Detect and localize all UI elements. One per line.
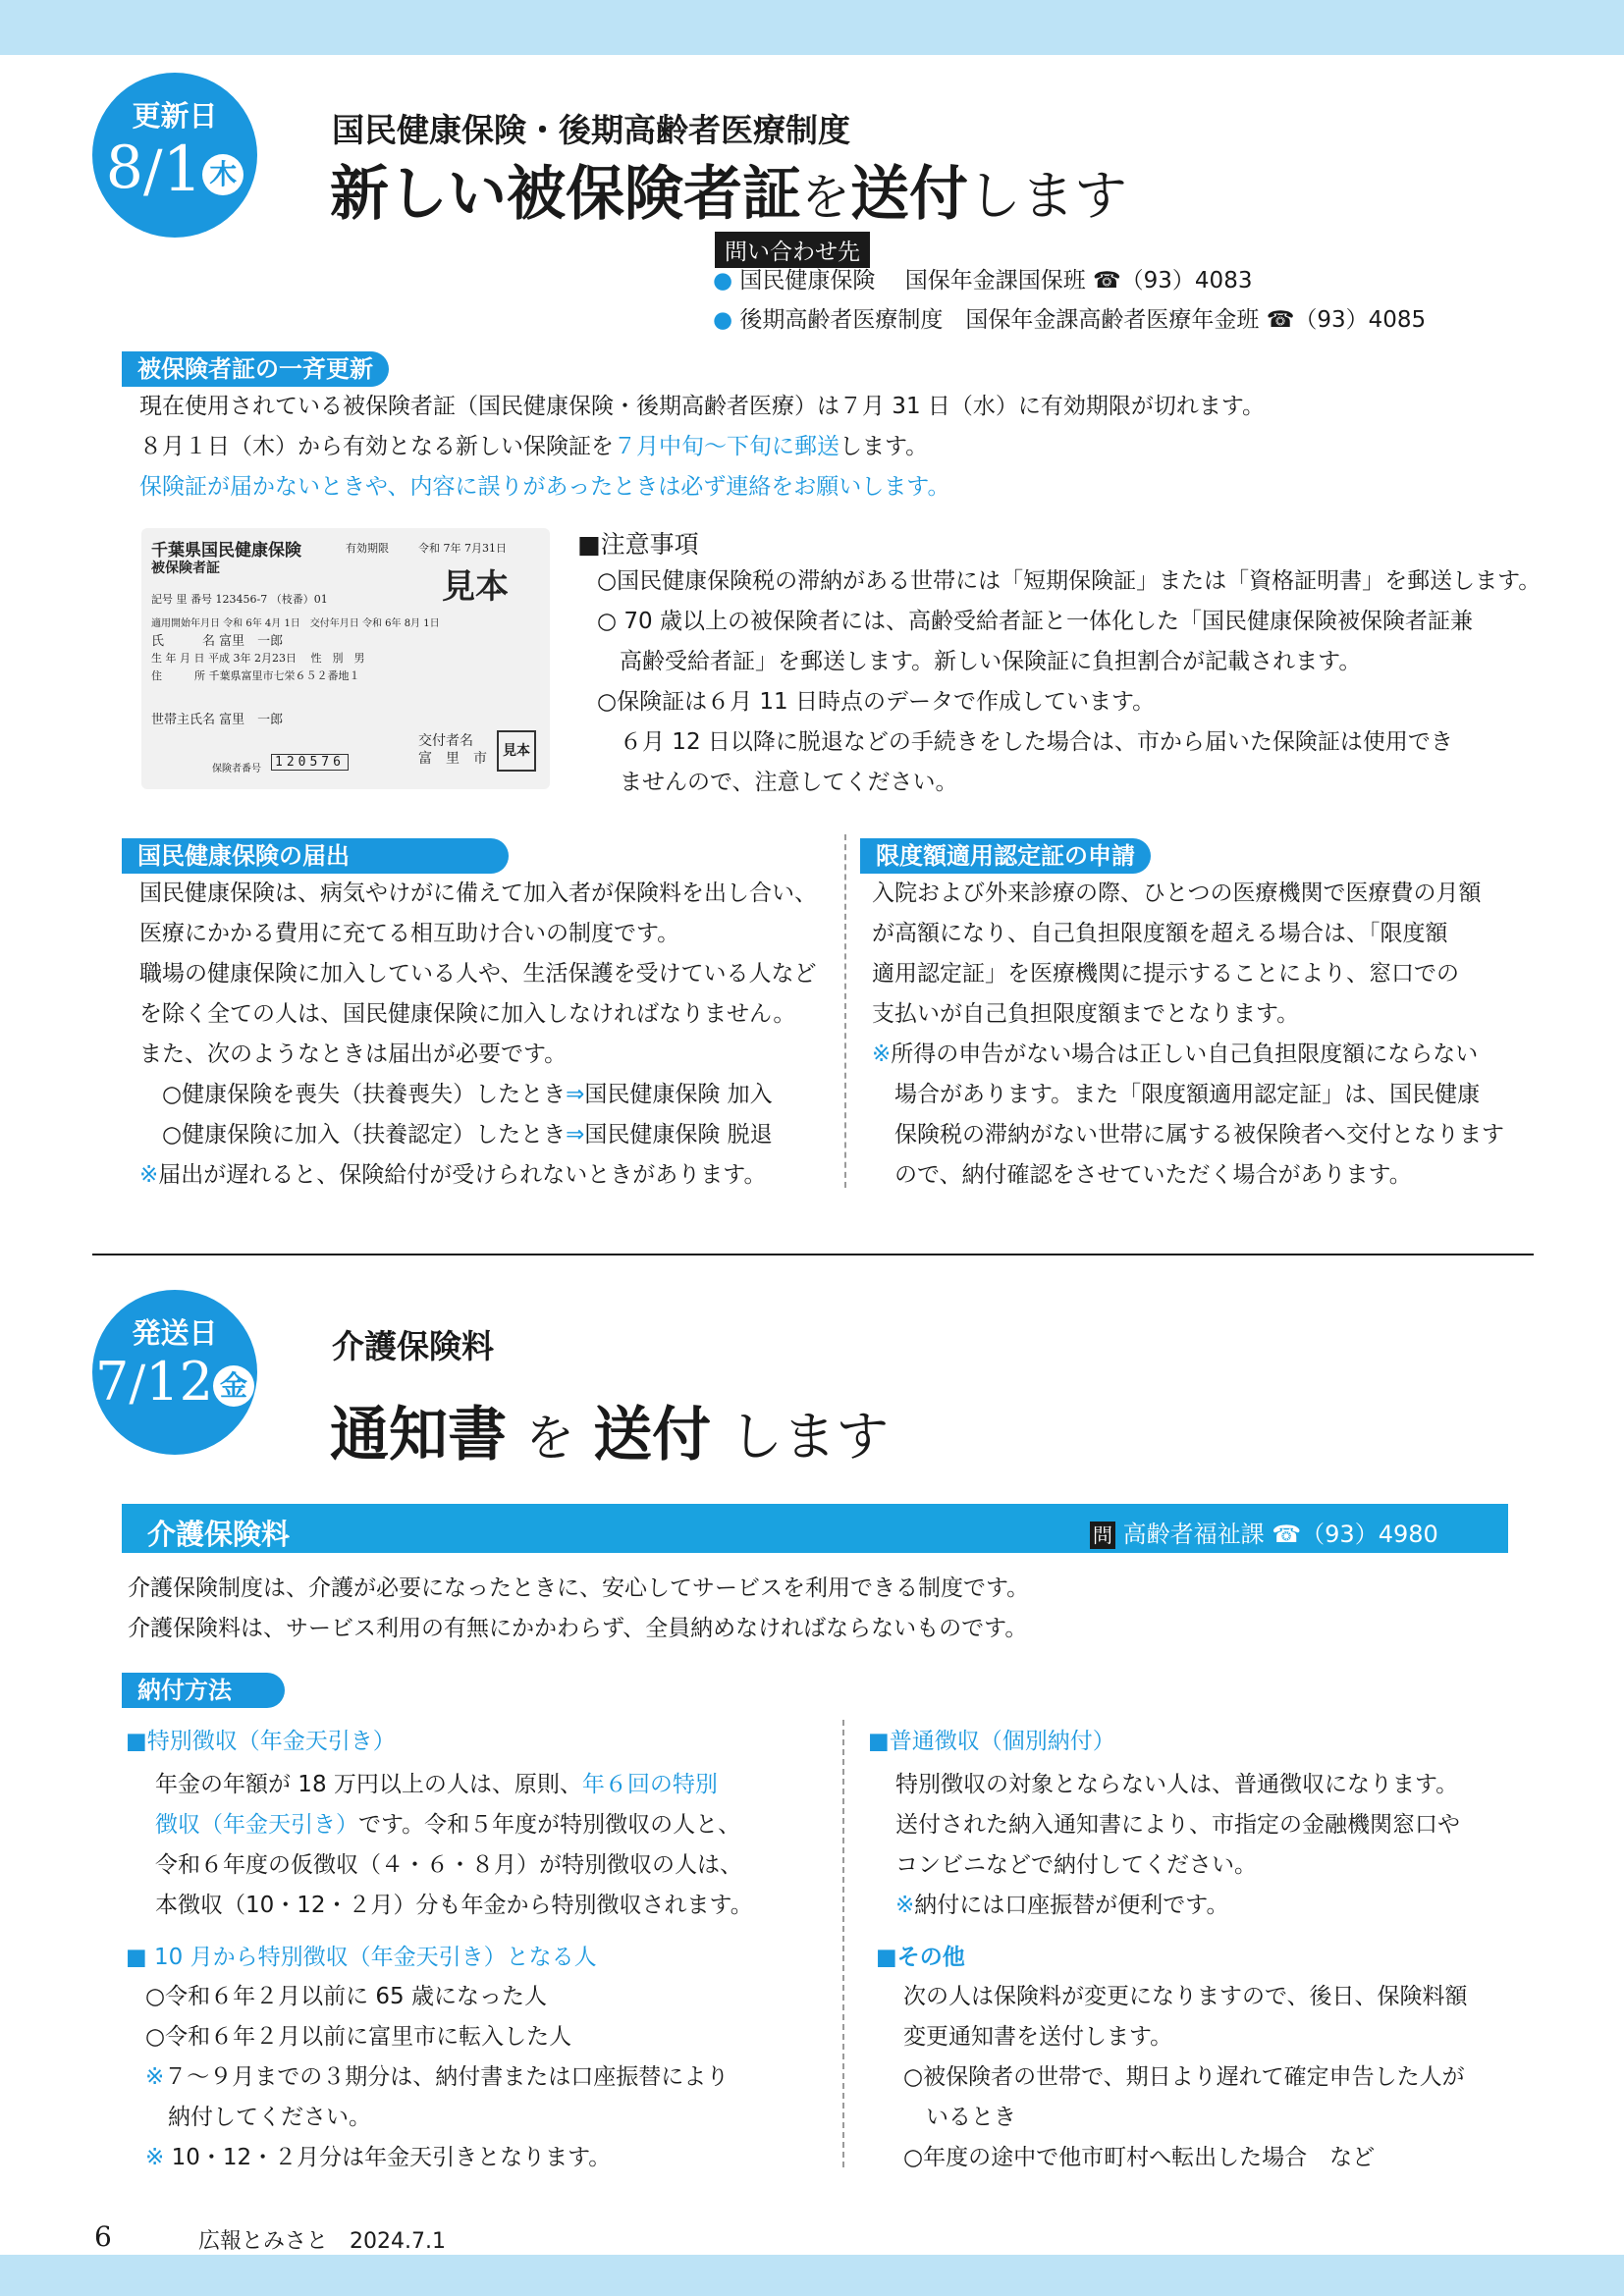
headline-bold-1: 新しい被保険者証 (330, 160, 801, 229)
special-collection-body (155, 1765, 753, 1926)
headline-mid: を (525, 1410, 575, 1467)
highlight: 年６回の特別 (581, 1772, 718, 1797)
note-mark: ※ (895, 1893, 915, 1918)
note-line: ○保険証は６月 11 日時点のデータで作成しています。 (597, 689, 1156, 715)
headline-bold-1: 通知書 (330, 1401, 507, 1469)
section-divider (92, 1254, 1534, 1255)
item-text: ○健康保険を喪失（扶養喪失）したとき (139, 1082, 567, 1107)
limit-note-line: ので、納付確認をさせていただく場合があります。 (872, 1162, 1412, 1188)
limit-note (872, 1035, 1504, 1075)
sample-insurance-card (141, 528, 550, 789)
bar-inquiry-text: 高齢者福祉課 ☎（93）4980 (1122, 1521, 1438, 1548)
note-text: 納付には口座振替が便利です。 (914, 1893, 1229, 1918)
other-heading: ■その他 (876, 1945, 965, 1970)
other-item: ○被保険者の世帯で、期日より遅れて確定申告した人が (903, 2064, 1465, 2090)
bottom-band (0, 2255, 1624, 2296)
limit-line: が高額になり、自己負担限度額を超える場合は、「限度額 (872, 921, 1448, 946)
bulk-update-line2 (139, 427, 928, 467)
card-sample-mark: 見本 (442, 567, 509, 607)
nhi-note (139, 1155, 817, 1196)
publication-info: 広報とみさと 2024.7.1 (198, 2229, 446, 2254)
nhi-item-leave (139, 1115, 817, 1155)
from-october-body (145, 1977, 729, 2178)
limit-line: 適用認定証」を医療機関に提示することにより、窓口での (872, 961, 1459, 987)
nhi-line: 国民健康保険は、病気やけがに備えて加入者が保険料を出し合い、 (139, 881, 817, 906)
limit-note-line: 保険税の滞納がない世帯に属する被保険者へ交付となります (872, 1122, 1504, 1148)
note-mark: ※ (145, 2145, 165, 2170)
note-mark: ※ (872, 1041, 892, 1067)
special-line: 本徴収（10・12・２月）分も年金から特別徴収されます。 (155, 1893, 753, 1918)
card-birth: 生 年 月 日 平成 3年 2月23日 性 別 男 (151, 652, 365, 665)
october-note-cont: 納付してください。 (145, 2105, 371, 2130)
october-note (145, 2057, 729, 2098)
intro-line: 介護保険料は、サービス利用の有無にかかわらず、全員納めなければならないものです。 (128, 1616, 1028, 1641)
badge-month: 8 (105, 133, 143, 202)
bar-inquiry (1090, 1515, 1438, 1549)
arrow-right-icon: ⇒ (566, 1082, 585, 1107)
care-intro (128, 1569, 1029, 1649)
note-line: ６月 12 日以降に脱退などの手続きをした場合は、市から届いた保険証は使用でき (597, 729, 1453, 755)
october-item: ○令和６年２月以前に富里市に転入した人 (145, 2024, 572, 2050)
item-text: ○健康保険に加入（扶養認定）したとき (139, 1122, 567, 1148)
highlight: 徴収（年金天引き） (155, 1812, 358, 1838)
line2-post: します。 (839, 434, 929, 459)
nhi-notification-heading: 国民健康保険の届出 (122, 838, 509, 874)
headline-mid: を (801, 169, 850, 226)
note-line: ○ 70 歳以上の被保険者には、高齢受給者証と一体化した「国民健康保険被保険者証兼 (597, 609, 1473, 634)
text: です。令和５年度が特別徴収の人と、 (358, 1812, 741, 1838)
headline-bold-2: 送付 (850, 160, 968, 229)
nhi-line: を除く全ての人は、国民健康保険に加入しなければなりません。 (139, 1001, 796, 1027)
note-text: 所得の申告がない場合は正しい自己負担限度額にならない (891, 1041, 1479, 1067)
card-expiry-label: 有効期限 (346, 542, 389, 555)
october-item: ○令和６年２月以前に 65 歳になった人 (145, 1984, 547, 2009)
limit-line: 入院および外来診療の際、ひとつの医療機関で医療費の月額 (872, 881, 1482, 906)
note-mark: ※ (145, 2064, 165, 2090)
from-october-heading: ■ 10 月から特別徴収（年金天引き）となる人 (126, 1945, 597, 1970)
badge-day: 12 (145, 1351, 213, 1413)
card-insurer-number: 120576 (271, 754, 349, 771)
update-date-badge (92, 73, 257, 238)
section2-kicker: 介護保険料 (332, 1327, 494, 1365)
intro-line: 介護保険制度は、介護が必要になったときに、安心してサービスを利用できる制度です。 (128, 1575, 1030, 1601)
card-name: 氏 名 富里 一郎 (151, 634, 284, 649)
column-divider (842, 1720, 844, 2167)
card-number: 記号 里 番号 123456-7 （枝番）01 (151, 593, 328, 606)
ordinary-line: コンビニなどで納付してください。 (895, 1852, 1257, 1878)
bullet-dot-icon: ● (713, 268, 733, 294)
ordinary-line: 送付された納入通知書により、市指定の金融機関窓口や (895, 1812, 1460, 1838)
inquiry-nhi (713, 261, 1252, 301)
headline-bold-2: 送付 (593, 1401, 712, 1469)
card-issuer-label: 交付者名 (418, 733, 473, 749)
notes-body (597, 561, 1541, 803)
card-address: 住 所 千葉県富里市七栄６５２番地１ (151, 669, 360, 682)
ordinary-collection-body (895, 1765, 1460, 1926)
bulk-update-line3: 保険証が届かないときや、内容に誤りがあったときは必ず連絡をお願いします。 (139, 474, 950, 500)
send-date-badge (92, 1290, 257, 1455)
limit-line: 支払いが自己負担限度額までとなります。 (872, 1001, 1300, 1027)
bullet-dot-icon: ● (713, 307, 733, 333)
card-issuer: 富 里 市 (418, 751, 487, 767)
note-line: 高齢受給者証」を郵送します。新しい保険証に負担割合が記載されます。 (597, 649, 1362, 674)
item-result: 国民健康保険 脱退 (584, 1122, 773, 1148)
bar-title: 介護保険料 (147, 1518, 291, 1551)
section1-headline (330, 147, 1127, 232)
column-divider (844, 834, 846, 1188)
other-item: ○年度の途中で他市町村へ転出した場合 など (903, 2145, 1376, 2170)
headline-tail: します (730, 1406, 890, 1468)
care-insurance-bar (122, 1504, 1508, 1553)
note-text: 10・12・２月分は年金天引きとなります。 (164, 2145, 612, 2170)
limit-certificate-heading: 限度額適用認定証の申請 (860, 838, 1151, 874)
text: 年金の年額が 18 万円以上の人は、原則、 (155, 1772, 582, 1797)
badge-date: $^7$/12 金 (92, 1351, 257, 1413)
badge-day: 1 (162, 133, 203, 206)
bulk-update-line1: 現在使用されている被保険者証（国民健康保険・後期高齢者医療）は７月 31 日（水）に有効期限が切れます。 (139, 394, 1266, 419)
card-dates: 適用開始年月日 令和 6年 4月 1日 交付年月日 令和 6年 8月 1日 (151, 618, 440, 629)
line2-pre: ８月１日（木）から有効となる新しい保険証を (139, 434, 614, 459)
limit-certificate-body (872, 874, 1504, 1196)
badge-label: 更新日 (132, 99, 218, 133)
item-result: 国民健康保険 加入 (584, 1082, 773, 1107)
ordinary-line: 特別徴収の対象とならない人は、普通徴収になります。 (895, 1772, 1459, 1797)
nhi-line: 職場の健康保険に加入している人や、生活保護を受けている人など (139, 961, 817, 987)
section2-headline (330, 1388, 889, 1472)
card-insurer-label: 保険者番号 (212, 764, 261, 774)
notes-heading: ■注意事項 (577, 530, 699, 559)
card-subtitle: 被保険者証 (151, 561, 220, 576)
card-title: 千葉県国民健康保険 (151, 541, 301, 561)
note-text: ７～９月までの３期分は、納付書または口座振替により (164, 2064, 730, 2090)
headline-tail: します (968, 165, 1127, 227)
inquiry-tag: 問い合わせ先 (715, 232, 870, 268)
badge-month: 7 (95, 1351, 130, 1413)
inquiry-nhi-text: 国民健康保険 国保年金課国保班 ☎（93）4083 (739, 268, 1253, 294)
special-line (155, 1765, 753, 1805)
badge-weekday: 金 (213, 1365, 254, 1407)
badge-date: $^8$/1 木 (92, 133, 257, 206)
nhi-item-join (139, 1075, 817, 1115)
limit-note-line: 場合があります。また「限度額適用認定証」は、国民健康 (872, 1082, 1481, 1107)
ordinary-collection-heading: ■普通徴収（個別納付） (868, 1729, 1115, 1754)
note-line: ませんので、注意してください。 (597, 770, 958, 795)
card-stamp-text: 見本 (503, 743, 530, 759)
inquiry-icon: 問 (1090, 1522, 1115, 1549)
special-collection-heading: ■特別徴収（年金天引き） (126, 1729, 396, 1754)
other-item: いるとき (903, 2105, 1016, 2130)
line2-highlight: ７月中旬～下旬に郵送 (614, 434, 839, 459)
badge-weekday: 木 (202, 154, 244, 195)
nhi-line: 医療にかかる費用に充てる相互助け合いの制度です。 (139, 921, 680, 946)
badge-label: 発送日 (132, 1316, 218, 1350)
page-number: 6 (94, 2220, 112, 2253)
note-mark: ※ (139, 1162, 159, 1188)
card-stamp (497, 730, 536, 772)
special-line (155, 1805, 753, 1845)
other-line: 次の人は保険料が変更になりますので、後日、保険料額 (903, 1984, 1468, 2009)
top-band (0, 0, 1624, 55)
card-expiry: 令和 7年 7月31日 (418, 542, 507, 555)
ordinary-note (895, 1886, 1460, 1926)
other-body (903, 1977, 1468, 2178)
inquiry-elderly (713, 300, 1426, 341)
nhi-line: また、次のようなときは届出が必要です。 (139, 1041, 568, 1067)
arrow-right-icon: ⇒ (566, 1122, 585, 1148)
bulk-update-heading: 被保険者証の一斉更新 (122, 351, 389, 387)
payment-method-heading: 納付方法 (122, 1673, 285, 1708)
nhi-notification-body (139, 874, 817, 1196)
inquiry-elderly-text: 後期高齢者医療制度 国保年金課高齢者医療年金班 ☎（93）4085 (739, 307, 1427, 333)
card-householder: 世帯主氏名 富里 一郎 (151, 713, 284, 727)
note-text: 届出が遅れると、保険給付が受けられないときがあります。 (158, 1162, 767, 1188)
october-note-2 (145, 2138, 729, 2178)
special-line: 令和６年度の仮徴収（４・６・８月）が特別徴収の人は、 (155, 1852, 742, 1878)
section1-kicker: 国民健康保険・後期高齢者医療制度 (332, 111, 850, 149)
other-line: 変更通知書を送付します。 (903, 2024, 1173, 2050)
note-line: ○国民健康保険税の滞納がある世帯には「短期保険証」または「資格証明書」を郵送します。 (597, 568, 1542, 594)
